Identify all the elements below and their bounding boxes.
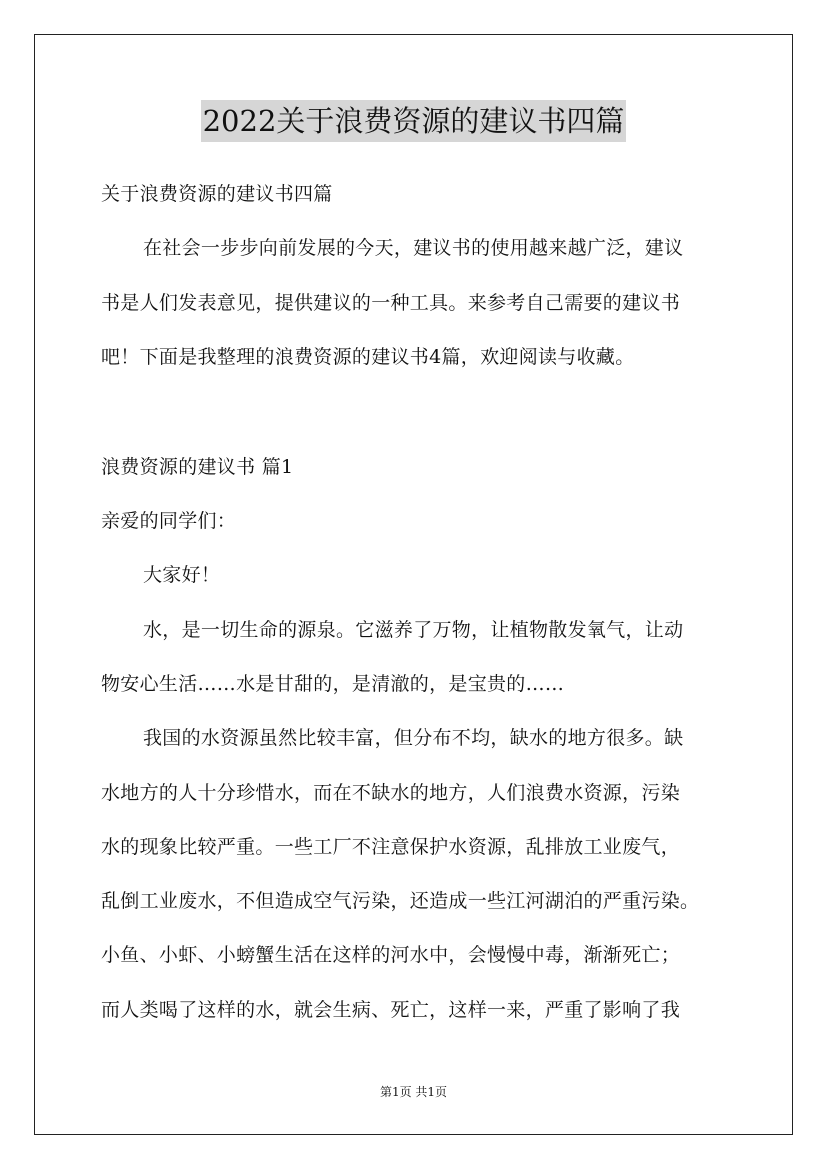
page-footer: 第1页 共1页 [379,1085,448,1099]
body-line-8: 而人类喝了这样的水，就会生病、死亡，这样一来，严重了影响了我 [101,999,681,1021]
body-line-4: 水地方的人十分珍惜水，而在不缺水的地方，人们浪费水资源，污染 [101,782,681,804]
body-line-3: 我国的水资源虽然比较丰富，但分布不均，缺水的地方很多。缺 [143,727,684,749]
intro-line-2: 书是人们发表意见，提供建议的一种工具。来参考自己需要的建议书 [101,292,681,314]
document-title [0,100,827,142]
section-heading: 浪费资源的建议书 篇1 [101,456,294,478]
salutation: 亲爱的同学们： [101,510,237,532]
intro-line-1: 在社会一步步向前发展的今天，建议书的使用越来越广泛，建议 [143,237,684,259]
greeting: 大家好！ [143,564,221,586]
body-line-5: 水的现象比较严重。一些工厂不注意保护水资源，乱排放工业废气， [101,836,681,858]
body-line-6: 乱倒工业废水，不但造成空气污染，还造成一些江河湖泊的严重污染。 [101,890,700,912]
subtitle-line: 关于浪费资源的建议书四篇 [101,183,333,205]
document-title-text: 2022关于浪费资源的建议书四篇 [201,100,627,142]
intro-line-3: 吧！下面是我整理的浪费资源的建议书4篇，欢迎阅读与收藏。 [101,346,635,368]
body-line-7: 小鱼、小虾、小螃蟹生活在这样的河水中，会慢慢中毒，渐渐死亡； [101,944,681,966]
body-line-1: 水，是一切生命的源泉。它滋养了万物，让植物散发氧气，让动 [143,619,684,641]
body-line-2: 物安心生活……水是甘甜的，是清澈的，是宝贵的…… [101,673,565,695]
